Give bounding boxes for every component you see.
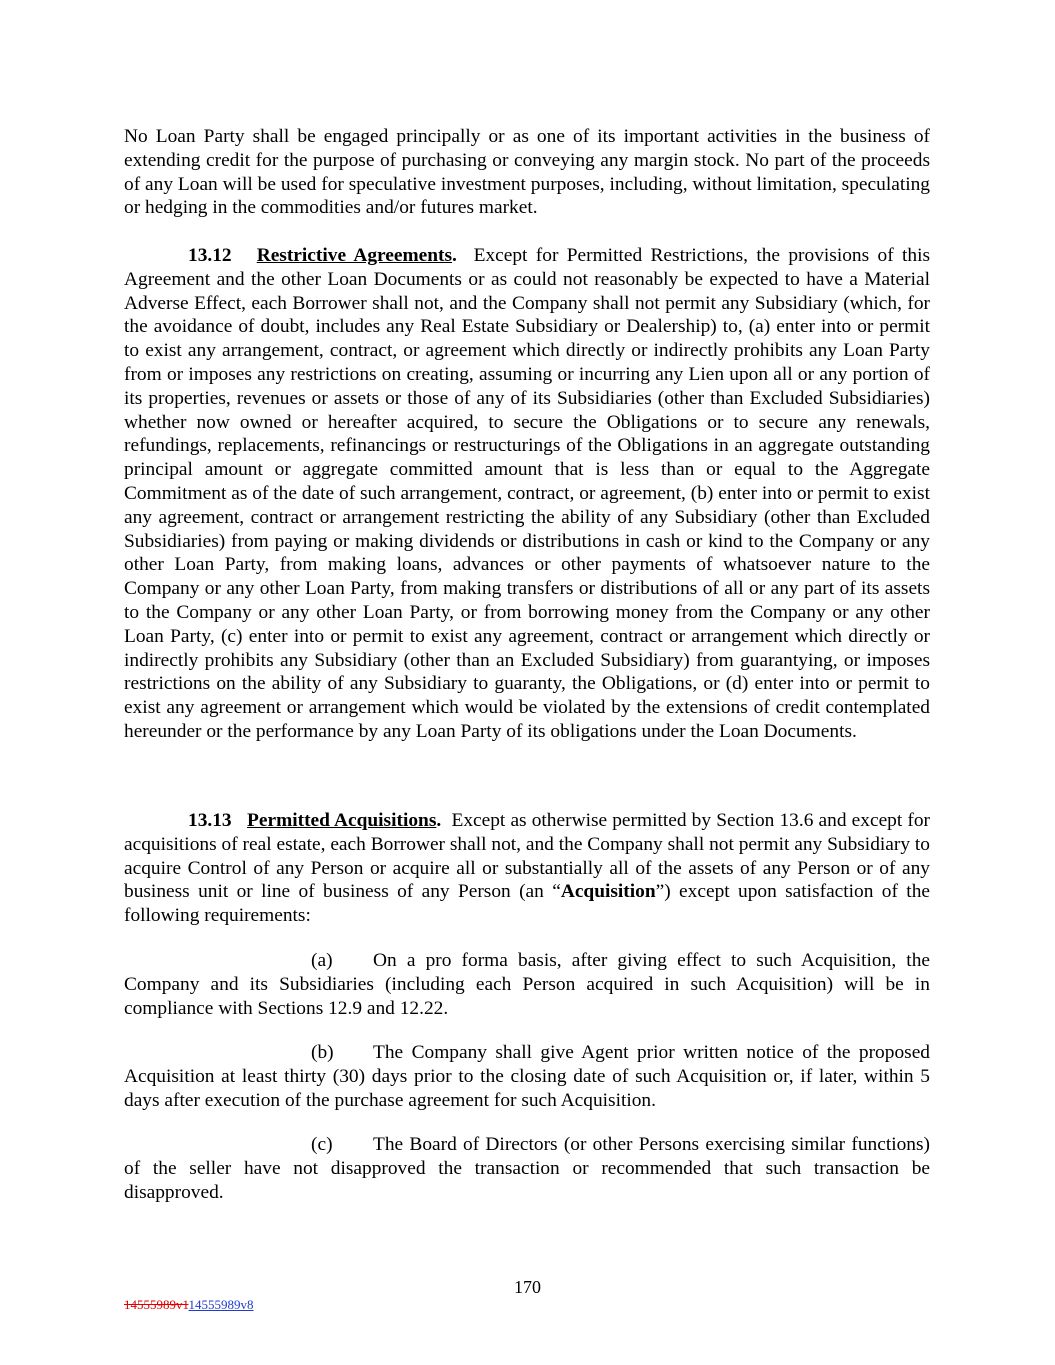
document-id-new: 14555989v8 xyxy=(188,1297,254,1312)
acquisition-defined-term: Acquisition xyxy=(560,881,656,903)
item-a-paragraph xyxy=(124,949,930,1020)
section-13-12-title: Restrictive Agreements xyxy=(256,245,453,266)
carryover-paragraph: No Loan Party shall be engaged principally or as one of its important activities in the business of extending credit for the purpose of purchasing or conveying any margin stock. No part of the proceeds of any Loan will be used for speculative investment purposes, including, without limitation, speculating or hedging in the commodities and/or futures market. xyxy=(124,126,930,219)
section-13-12-dot: . xyxy=(452,245,457,266)
section-13-12-body: Except for Permitted Restrictions, the provisions of this Agreement and the other Loan Documents or as could not reasonably be expected to have a Material Adverse Effect, each Borrower shall not, and the Company shall not permit any Subsidiary (which, for the avoidance of doubt, includes any Real Estate Subsidiary or Dealership) to, (a) enter into or permit to exist any arrangement, contract, or agreement which directly or indirectly prohibits any Loan Party from or imposes any restrictions on creating, assuming or incurring any Lien upon all or any portion of its properties, revenues or assets or those of any of its Subsidiaries (other than Excluded Subsidiaries) whether now owned or hereafter acquired, to secure the Obligations or to secure any renewals, refundings, replacements, refinancings or restructurings of the Obligations in an aggregate outstanding principal amount or aggregate committed amount that is less than or equal to the Aggregate Commitment as of the date of such arrangement, contract, or agreement, (b) enter into or permit to exist any agreement, contract or arrangement restricting the ability of any Subsidiary (other than Excluded Subsidiaries) from paying or making dividends or distributions in cash or kind to the Company or any other Loan Party, from making loans, advances or other payments of whatsoever nature to the Company or any other Loan Party, from making transfers or distributions of all or any part of its assets to the Company or any other Loan Party, or from borrowing money from the Company or any other Loan Party, (c) enter into or permit to exist any agreement, contract or arrangement which directly or indirectly prohibits any Subsidiary (other than an Excluded Subsidiary) from guarantying, or imposes restrictions on the ability of any Subsidiary to guaranty, the Obligations, or (d) enter into or permit to exist any agreement or arrangement which would be violated by the extensions of credit contemplated hereunder or the performance by any Loan Party of its obligations under the Loan Documents. xyxy=(124,245,931,742)
section-13-13-body-before: Except as otherwise permitted by Section 13.6 and except for acquisitions of real estate, each Borrower shall not, and the Company shall not permit any Subsidiary to acquire Control of any Person or acquire all or substantially all of the assets of any Person or of any business unit or line of business of any Person (an “ xyxy=(124,810,930,903)
item-b-text: The Company shall give Agent prior written notice of the proposed Acquisition at least thirty (30) days prior to the closing date of such Acquisition or, if later, within 5 days after execution of the purchase agreement for such Acquisition. xyxy=(124,1042,930,1111)
item-c-label: (c) xyxy=(311,1134,333,1155)
item-c-paragraph xyxy=(124,1133,930,1204)
item-a-label: (a) xyxy=(311,950,333,971)
item-b-paragraph xyxy=(124,1041,930,1112)
section-13-13-body-after: ”) except upon satisfaction of the following requirements: xyxy=(124,881,930,927)
document-id-old: 14555989v1 xyxy=(124,1297,189,1312)
section-13-12 xyxy=(124,244,930,744)
section-13-13 xyxy=(124,809,930,928)
page-number: 170 xyxy=(514,1277,541,1297)
item-c-text: The Board of Directors (or other Persons exercising similar functions) of the seller have not disapproved the transaction or recommended that such transaction be disapproved. xyxy=(124,1134,930,1203)
document-id xyxy=(124,1297,254,1313)
section-13-12-number: 13.12 xyxy=(188,245,232,266)
section-13-13-title: Permitted Acquisitions xyxy=(247,810,437,831)
item-b-label: (b) xyxy=(311,1042,334,1063)
section-13-13-dot: . xyxy=(436,810,442,831)
section-13-13-number: 13.13 xyxy=(188,810,232,831)
item-a-text: On a pro forma basis, after giving effect to such Acquisition, the Company and its Subsidiaries (including each Person acquired in such Acquisition) will be in compliance with Sections 12.9 and 12.22. xyxy=(124,950,930,1019)
